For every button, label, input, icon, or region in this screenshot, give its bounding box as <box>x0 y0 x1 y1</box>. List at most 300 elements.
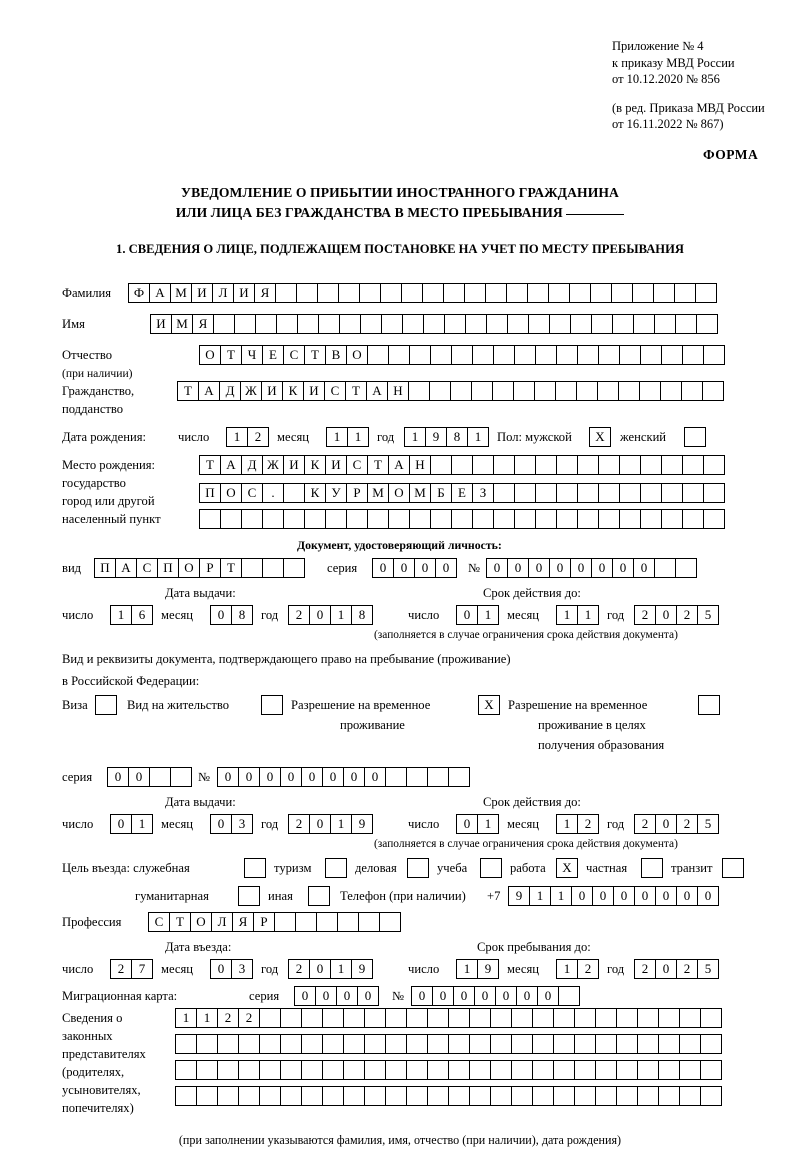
patronymic-cells[interactable] <box>199 345 724 365</box>
birth-day-cells[interactable] <box>226 427 268 447</box>
purpose-transit-checkbox[interactable] <box>722 858 744 878</box>
char-cell[interactable]: Л <box>211 912 233 932</box>
char-cell[interactable] <box>297 314 319 334</box>
char-cell[interactable]: 3 <box>231 959 253 979</box>
char-cell[interactable]: 2 <box>217 1008 239 1028</box>
char-cell[interactable]: Н <box>387 381 409 401</box>
char-cell[interactable]: З <box>472 483 494 503</box>
residence-permit-checkbox[interactable] <box>261 695 283 715</box>
char-cell[interactable] <box>486 314 508 334</box>
doc-valid-year-cells[interactable] <box>634 605 718 625</box>
char-cell[interactable] <box>535 455 557 475</box>
char-cell[interactable] <box>553 1060 575 1080</box>
char-cell[interactable]: К <box>304 483 326 503</box>
char-cell[interactable] <box>553 1034 575 1054</box>
char-cell[interactable] <box>379 912 401 932</box>
char-cell[interactable]: А <box>198 381 220 401</box>
char-cell[interactable] <box>535 483 557 503</box>
char-cell[interactable] <box>532 1086 554 1106</box>
char-cell[interactable] <box>632 283 654 303</box>
char-cell[interactable]: 5 <box>697 605 719 625</box>
char-cell[interactable]: О <box>190 912 212 932</box>
char-cell[interactable] <box>472 345 494 365</box>
char-cell[interactable] <box>674 283 696 303</box>
char-cell[interactable] <box>359 283 381 303</box>
char-cell[interactable]: 1 <box>330 814 352 834</box>
char-cell[interactable] <box>448 1060 470 1080</box>
char-cell[interactable]: 2 <box>676 959 698 979</box>
char-cell[interactable] <box>406 767 428 787</box>
char-cell[interactable] <box>637 1060 659 1080</box>
char-cell[interactable]: 0 <box>655 886 677 906</box>
char-cell[interactable]: О <box>199 345 221 365</box>
char-cell[interactable]: 0 <box>309 814 331 834</box>
char-cell[interactable]: Р <box>346 483 368 503</box>
char-cell[interactable] <box>241 558 263 578</box>
char-cell[interactable] <box>283 483 305 503</box>
name-cells[interactable] <box>150 314 717 334</box>
char-cell[interactable] <box>514 483 536 503</box>
char-cell[interactable]: 2 <box>676 605 698 625</box>
char-cell[interactable]: С <box>241 483 263 503</box>
char-cell[interactable] <box>640 509 662 529</box>
char-cell[interactable] <box>619 455 641 475</box>
char-cell[interactable] <box>590 283 612 303</box>
char-cell[interactable] <box>658 1008 680 1028</box>
char-cell[interactable]: . <box>262 483 284 503</box>
char-cell[interactable] <box>485 283 507 303</box>
char-cell[interactable]: 2 <box>288 814 310 834</box>
char-cell[interactable] <box>280 1086 302 1106</box>
doc-valid-month-cells[interactable] <box>556 605 598 625</box>
char-cell[interactable] <box>406 1060 428 1080</box>
char-cell[interactable]: 1 <box>577 605 599 625</box>
char-cell[interactable]: 5 <box>697 814 719 834</box>
char-cell[interactable] <box>406 1008 428 1028</box>
birthplace-city-cells-row2[interactable] <box>199 509 724 529</box>
char-cell[interactable]: И <box>191 283 213 303</box>
stay-valid-month-cells[interactable] <box>556 814 598 834</box>
char-cell[interactable] <box>616 1034 638 1054</box>
char-cell[interactable] <box>388 345 410 365</box>
char-cell[interactable]: 2 <box>577 959 599 979</box>
char-cell[interactable] <box>639 381 661 401</box>
char-cell[interactable] <box>274 912 296 932</box>
char-cell[interactable] <box>472 455 494 475</box>
char-cell[interactable]: И <box>233 283 255 303</box>
char-cell[interactable] <box>577 455 599 475</box>
char-cell[interactable] <box>661 483 683 503</box>
char-cell[interactable] <box>492 381 514 401</box>
entry-year-cells[interactable] <box>288 959 372 979</box>
char-cell[interactable]: 8 <box>231 605 253 625</box>
char-cell[interactable] <box>700 1034 722 1054</box>
purpose-study-checkbox[interactable] <box>480 858 502 878</box>
char-cell[interactable] <box>241 509 263 529</box>
edu-residence-checkbox[interactable] <box>698 695 720 715</box>
char-cell[interactable]: С <box>136 558 158 578</box>
char-cell[interactable] <box>325 509 347 529</box>
char-cell[interactable] <box>275 283 297 303</box>
char-cell[interactable] <box>220 509 242 529</box>
char-cell[interactable]: 0 <box>612 558 634 578</box>
char-cell[interactable] <box>262 509 284 529</box>
legal-reps-cells-row2[interactable] <box>175 1034 721 1054</box>
char-cell[interactable]: Я <box>232 912 254 932</box>
char-cell[interactable] <box>364 1086 386 1106</box>
char-cell[interactable] <box>513 381 535 401</box>
char-cell[interactable] <box>490 1086 512 1106</box>
char-cell[interactable] <box>280 1008 302 1028</box>
char-cell[interactable] <box>450 381 472 401</box>
char-cell[interactable] <box>637 1008 659 1028</box>
char-cell[interactable]: 0 <box>432 986 454 1006</box>
char-cell[interactable]: 0 <box>633 558 655 578</box>
char-cell[interactable]: 0 <box>128 767 150 787</box>
char-cell[interactable] <box>679 1086 701 1106</box>
char-cell[interactable] <box>259 1034 281 1054</box>
char-cell[interactable] <box>196 1060 218 1080</box>
char-cell[interactable]: 1 <box>347 427 369 447</box>
char-cell[interactable] <box>423 314 445 334</box>
char-cell[interactable] <box>380 283 402 303</box>
char-cell[interactable] <box>535 509 557 529</box>
char-cell[interactable] <box>430 345 452 365</box>
char-cell[interactable]: 0 <box>217 767 239 787</box>
char-cell[interactable] <box>360 314 382 334</box>
char-cell[interactable]: 1 <box>404 427 426 447</box>
char-cell[interactable]: 1 <box>477 814 499 834</box>
char-cell[interactable] <box>343 1060 365 1080</box>
char-cell[interactable]: В <box>325 345 347 365</box>
char-cell[interactable]: И <box>150 314 172 334</box>
char-cell[interactable] <box>343 1034 365 1054</box>
char-cell[interactable]: 0 <box>315 986 337 1006</box>
char-cell[interactable] <box>532 1008 554 1028</box>
char-cell[interactable] <box>493 509 515 529</box>
char-cell[interactable] <box>511 1086 533 1106</box>
char-cell[interactable]: Ч <box>241 345 263 365</box>
char-cell[interactable] <box>196 1086 218 1106</box>
stayuntil-year-cells[interactable] <box>634 959 718 979</box>
char-cell[interactable] <box>490 1060 512 1080</box>
char-cell[interactable]: О <box>220 483 242 503</box>
char-cell[interactable]: 7 <box>131 959 153 979</box>
char-cell[interactable]: 0 <box>655 959 677 979</box>
char-cell[interactable]: 2 <box>634 814 656 834</box>
char-cell[interactable] <box>660 381 682 401</box>
char-cell[interactable] <box>427 1008 449 1028</box>
char-cell[interactable] <box>358 912 380 932</box>
char-cell[interactable] <box>443 283 465 303</box>
char-cell[interactable] <box>549 314 571 334</box>
doc-valid-day-cells[interactable] <box>456 605 498 625</box>
char-cell[interactable]: 1 <box>556 605 578 625</box>
char-cell[interactable]: 0 <box>474 986 496 1006</box>
mc-number-cells[interactable] <box>411 986 579 1006</box>
char-cell[interactable] <box>506 283 528 303</box>
char-cell[interactable] <box>385 1034 407 1054</box>
char-cell[interactable] <box>618 381 640 401</box>
char-cell[interactable]: Е <box>451 483 473 503</box>
char-cell[interactable]: 0 <box>411 986 433 1006</box>
stay-issue-day-cells[interactable] <box>110 814 152 834</box>
char-cell[interactable] <box>322 1060 344 1080</box>
char-cell[interactable]: А <box>149 283 171 303</box>
purpose-business-checkbox[interactable] <box>407 858 429 878</box>
char-cell[interactable] <box>490 1034 512 1054</box>
char-cell[interactable] <box>469 1060 491 1080</box>
char-cell[interactable]: 1 <box>175 1008 197 1028</box>
char-cell[interactable] <box>616 1008 638 1028</box>
char-cell[interactable] <box>616 1060 638 1080</box>
char-cell[interactable] <box>175 1086 197 1106</box>
stay-number-cells[interactable] <box>217 767 469 787</box>
char-cell[interactable] <box>574 1086 596 1106</box>
char-cell[interactable]: 2 <box>634 605 656 625</box>
char-cell[interactable] <box>385 767 407 787</box>
char-cell[interactable] <box>469 1034 491 1054</box>
char-cell[interactable]: Р <box>199 558 221 578</box>
stayuntil-month-cells[interactable] <box>556 959 598 979</box>
char-cell[interactable]: Т <box>367 455 389 475</box>
char-cell[interactable] <box>262 558 284 578</box>
char-cell[interactable] <box>597 381 619 401</box>
char-cell[interactable] <box>570 314 592 334</box>
char-cell[interactable] <box>612 314 634 334</box>
char-cell[interactable] <box>577 509 599 529</box>
char-cell[interactable]: Т <box>199 455 221 475</box>
entry-month-cells[interactable] <box>210 959 252 979</box>
birth-year-cells[interactable] <box>404 427 488 447</box>
legal-reps-cells-row4[interactable] <box>175 1086 721 1106</box>
visa-checkbox[interactable] <box>95 695 117 715</box>
char-cell[interactable]: И <box>261 381 283 401</box>
char-cell[interactable]: А <box>388 455 410 475</box>
char-cell[interactable] <box>619 509 641 529</box>
char-cell[interactable]: 0 <box>393 558 415 578</box>
char-cell[interactable] <box>471 381 493 401</box>
char-cell[interactable]: Т <box>220 558 242 578</box>
char-cell[interactable] <box>451 455 473 475</box>
char-cell[interactable]: 6 <box>131 605 153 625</box>
char-cell[interactable] <box>653 283 675 303</box>
char-cell[interactable] <box>283 558 305 578</box>
char-cell[interactable]: 1 <box>556 814 578 834</box>
char-cell[interactable]: Д <box>241 455 263 475</box>
char-cell[interactable] <box>316 912 338 932</box>
char-cell[interactable] <box>637 1086 659 1106</box>
char-cell[interactable]: О <box>178 558 200 578</box>
char-cell[interactable] <box>640 455 662 475</box>
char-cell[interactable] <box>385 1060 407 1080</box>
phone-cells[interactable] <box>508 886 718 906</box>
doc-issue-year-cells[interactable] <box>288 605 372 625</box>
char-cell[interactable] <box>338 283 360 303</box>
char-cell[interactable] <box>276 314 298 334</box>
char-cell[interactable] <box>574 1060 596 1080</box>
char-cell[interactable] <box>514 345 536 365</box>
char-cell[interactable]: Ф <box>128 283 150 303</box>
char-cell[interactable] <box>679 1060 701 1080</box>
char-cell[interactable]: 0 <box>456 814 478 834</box>
char-cell[interactable]: О <box>346 345 368 365</box>
char-cell[interactable]: 9 <box>508 886 530 906</box>
birth-month-cells[interactable] <box>326 427 368 447</box>
char-cell[interactable] <box>280 1060 302 1080</box>
char-cell[interactable]: И <box>303 381 325 401</box>
char-cell[interactable] <box>444 314 466 334</box>
purpose-other-checkbox[interactable] <box>308 886 330 906</box>
char-cell[interactable] <box>430 455 452 475</box>
char-cell[interactable] <box>532 1034 554 1054</box>
char-cell[interactable]: 1 <box>330 605 352 625</box>
char-cell[interactable]: Т <box>177 381 199 401</box>
char-cell[interactable] <box>640 483 662 503</box>
char-cell[interactable]: Т <box>220 345 242 365</box>
char-cell[interactable]: 1 <box>467 427 489 447</box>
char-cell[interactable]: 0 <box>372 558 394 578</box>
char-cell[interactable]: 0 <box>322 767 344 787</box>
char-cell[interactable] <box>703 455 725 475</box>
purpose-work-checkbox[interactable]: Х <box>556 858 578 878</box>
char-cell[interactable]: 1 <box>529 886 551 906</box>
char-cell[interactable] <box>490 1008 512 1028</box>
stayuntil-day-cells[interactable] <box>456 959 498 979</box>
char-cell[interactable]: 0 <box>516 986 538 1006</box>
char-cell[interactable] <box>569 283 591 303</box>
char-cell[interactable]: 0 <box>336 986 358 1006</box>
char-cell[interactable] <box>385 1008 407 1028</box>
char-cell[interactable] <box>700 1008 722 1028</box>
char-cell[interactable]: А <box>366 381 388 401</box>
char-cell[interactable] <box>577 483 599 503</box>
char-cell[interactable]: И <box>325 455 347 475</box>
char-cell[interactable] <box>213 314 235 334</box>
char-cell[interactable]: 0 <box>309 605 331 625</box>
char-cell[interactable] <box>465 314 487 334</box>
char-cell[interactable]: 0 <box>301 767 323 787</box>
char-cell[interactable] <box>493 345 515 365</box>
char-cell[interactable] <box>401 283 423 303</box>
char-cell[interactable] <box>175 1034 197 1054</box>
char-cell[interactable] <box>595 1034 617 1054</box>
doc-number-cells[interactable] <box>486 558 696 578</box>
char-cell[interactable]: 0 <box>107 767 129 787</box>
char-cell[interactable] <box>658 1060 680 1080</box>
char-cell[interactable] <box>448 1008 470 1028</box>
char-cell[interactable] <box>534 381 556 401</box>
birthplace-state-cells[interactable] <box>199 455 724 475</box>
char-cell[interactable] <box>528 314 550 334</box>
doc-kind-cells[interactable] <box>94 558 304 578</box>
char-cell[interactable]: П <box>199 483 221 503</box>
char-cell[interactable] <box>598 345 620 365</box>
char-cell[interactable]: 0 <box>507 558 529 578</box>
char-cell[interactable] <box>591 314 613 334</box>
char-cell[interactable]: 1 <box>226 427 248 447</box>
sex-female-checkbox[interactable] <box>684 427 706 447</box>
char-cell[interactable] <box>427 1060 449 1080</box>
char-cell[interactable]: 0 <box>110 814 132 834</box>
char-cell[interactable] <box>427 1034 449 1054</box>
char-cell[interactable] <box>388 509 410 529</box>
char-cell[interactable]: 0 <box>613 886 635 906</box>
char-cell[interactable]: 2 <box>577 814 599 834</box>
char-cell[interactable] <box>548 283 570 303</box>
char-cell[interactable]: Л <box>212 283 234 303</box>
char-cell[interactable]: Д <box>219 381 241 401</box>
char-cell[interactable]: 8 <box>446 427 468 447</box>
char-cell[interactable]: Е <box>262 345 284 365</box>
char-cell[interactable]: 0 <box>294 986 316 1006</box>
char-cell[interactable]: 2 <box>110 959 132 979</box>
char-cell[interactable] <box>259 1008 281 1028</box>
char-cell[interactable]: П <box>157 558 179 578</box>
char-cell[interactable] <box>385 1086 407 1106</box>
char-cell[interactable] <box>430 509 452 529</box>
char-cell[interactable] <box>553 1008 575 1028</box>
char-cell[interactable]: Ж <box>240 381 262 401</box>
char-cell[interactable] <box>654 558 676 578</box>
char-cell[interactable]: 9 <box>351 814 373 834</box>
char-cell[interactable]: 0 <box>549 558 571 578</box>
char-cell[interactable]: М <box>409 483 431 503</box>
char-cell[interactable] <box>532 1060 554 1080</box>
char-cell[interactable]: 1 <box>456 959 478 979</box>
char-cell[interactable]: 0 <box>495 986 517 1006</box>
char-cell[interactable]: 0 <box>655 605 677 625</box>
purpose-tourism-checkbox[interactable] <box>325 858 347 878</box>
char-cell[interactable] <box>381 314 403 334</box>
char-cell[interactable] <box>259 1060 281 1080</box>
char-cell[interactable] <box>661 345 683 365</box>
char-cell[interactable] <box>595 1086 617 1106</box>
mc-series-cells[interactable] <box>294 986 378 1006</box>
surname-cells[interactable] <box>128 283 716 303</box>
char-cell[interactable]: 1 <box>196 1008 218 1028</box>
purpose-private-checkbox[interactable] <box>641 858 663 878</box>
char-cell[interactable] <box>199 509 221 529</box>
char-cell[interactable] <box>493 455 515 475</box>
char-cell[interactable] <box>301 1034 323 1054</box>
char-cell[interactable] <box>574 1008 596 1028</box>
char-cell[interactable]: Т <box>345 381 367 401</box>
char-cell[interactable] <box>640 345 662 365</box>
char-cell[interactable]: Т <box>304 345 326 365</box>
char-cell[interactable]: Ж <box>262 455 284 475</box>
purpose-humanitarian-checkbox[interactable] <box>238 886 260 906</box>
char-cell[interactable] <box>238 1086 260 1106</box>
temp-residence-checkbox[interactable]: Х <box>478 695 500 715</box>
char-cell[interactable] <box>633 314 655 334</box>
char-cell[interactable]: 0 <box>571 886 593 906</box>
char-cell[interactable] <box>493 483 515 503</box>
char-cell[interactable] <box>317 283 339 303</box>
char-cell[interactable]: П <box>94 558 116 578</box>
char-cell[interactable] <box>283 509 305 529</box>
doc-issue-month-cells[interactable] <box>210 605 252 625</box>
char-cell[interactable] <box>301 1060 323 1080</box>
char-cell[interactable] <box>255 314 277 334</box>
entry-day-cells[interactable] <box>110 959 152 979</box>
legal-reps-cells-row1[interactable] <box>175 1008 721 1028</box>
char-cell[interactable] <box>427 767 449 787</box>
char-cell[interactable] <box>448 767 470 787</box>
char-cell[interactable] <box>295 912 317 932</box>
char-cell[interactable]: 2 <box>247 427 269 447</box>
char-cell[interactable] <box>343 1086 365 1106</box>
